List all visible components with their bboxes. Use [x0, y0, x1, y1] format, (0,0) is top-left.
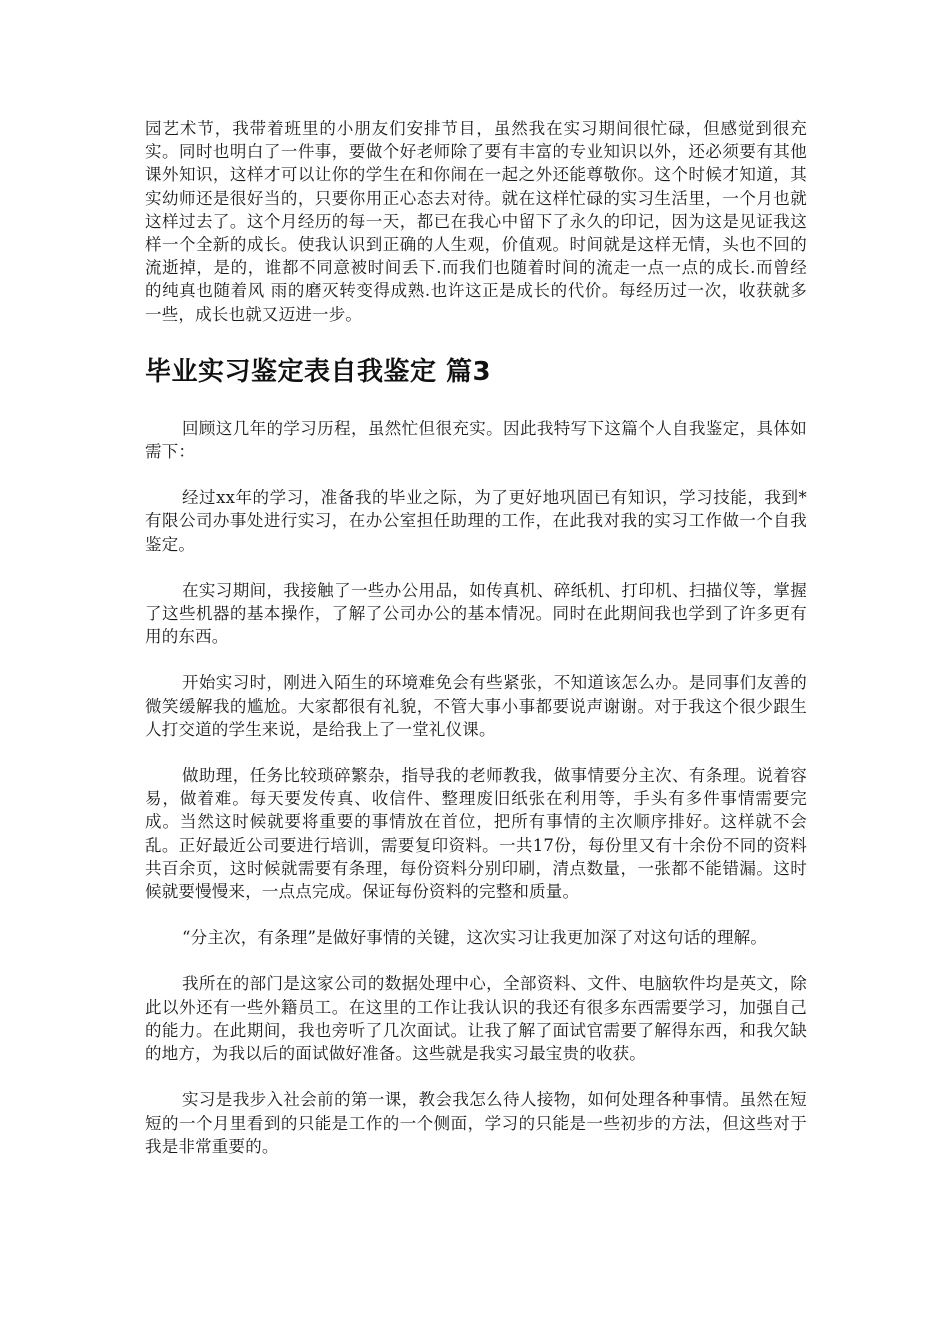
paragraph-1: 回顾这几年的学习历程，虽然忙但很充实。因此我特写下这篇个人自我鉴定，具体如需下：	[145, 418, 807, 462]
paragraph-2: 经过xx年的学习，准备我的毕业之际，为了更好地巩固已有知识，学习技能，我到*有限公司办事处进行实习，在办公室担任助理的工作，在此我对我的实习工作做一个自我鉴定。	[145, 488, 807, 554]
paragraph-3: 在实习期间，我接触了一些办公用品，如传真机、碎纸机、打印机、扫描仪等，掌握了这些机器的基本操作，了解了公司办公的基本情况。同时在此期间我也学到了许多更有用的东西。	[145, 580, 807, 647]
section-title: 毕业实习鉴定表自我鉴定 篇3	[145, 356, 492, 387]
paragraph-8: 实习是我步入社会前的第一课，教会我怎么待人接物，如何处理各种事情。虽然在短短的一个月里看到的只能是工作的一个侧面，学习的只能是一些初步的方法，但这些对于我是非常重要的。	[145, 1090, 807, 1156]
intro-paragraph: 园艺术节，我带着班里的小朋友们安排节目，虽然我在实习期间很忙碌，但感觉到很充实。同时也明白了一件事，要做个好老师除了要有丰富的专业知识以外，还必须要有其他课外知识，这样才可以让你的学生在和你闹在一起之外还能尊敬你。这个时候才知道，其实幼师还是很好当的，只要你用正心态去对待。就在这样忙碌的实习生活里，一个月也就这样过去了。这个月经历的每一天，都已在我心中留下了永久的印记，因为这是见证我这样一个全新的成长。使我认识到正确的人生观，价值观。时间就是这样无情，头也不回的流逝掉，是的，谁都不同意被时间丢下.而我们也随着时间的流走一点一点的成长.而曾经的纯真也随着风 雨的磨灭转变得成熟.也许这正是成长的代价。每经历过一次，收获就多一些，成长也就又迈进一步。	[145, 119, 807, 324]
paragraph-7: 我所在的部门是这家公司的数据处理中心，全部资料、文件、电脑软件均是英文，除此以外还有一些外籍员工。在这里的工作让我认识的我还有很多东西需要学习，加强自己的能力。在此期间，我也旁听了几次面试。让我了解了面试官需要了解得东西，和我欠缺的地方，为我以后的面试做好准备。这些就是我实习最宝贵的收获。	[145, 974, 807, 1064]
document-page	[145, 117, 807, 1158]
paragraph-5: 做助理，任务比较琐碎繁杂，指导我的老师教我，做事情要分主次、有条理。说着容易，做着难。每天要发传真、收信件、整理废旧纸张在利用等，手头有多件事情需要完成。当然这时候就要将重要的事情放在首位，把所有事情的主次顺序排好。这样就不会乱。正好最近公司要进行培训，需要复印资料。一共17份，每份里又有十余份不同的资料共百余页，这时候就需要有条理，每份资料分别印刷，清点数量，一张都不能错漏。这时候就要慢慢来，一点点完成。保证每份资料的完整和质量。	[145, 766, 807, 902]
paragraph-6: “分主次，有条理”是做好事情的关键，这次实习让我更加深了对这句话的理解。	[182, 928, 768, 948]
paragraph-4: 开始实习时，刚进入陌生的环境难免会有些紧张，不知道该怎么办。是同事们友善的微笑缓解我的尴尬。大家都很有礼貌，不管大事小事都要说声谢谢。对于我这个很少跟生人打交道的学生来说，是给我上了一堂礼仪课。	[145, 673, 807, 739]
